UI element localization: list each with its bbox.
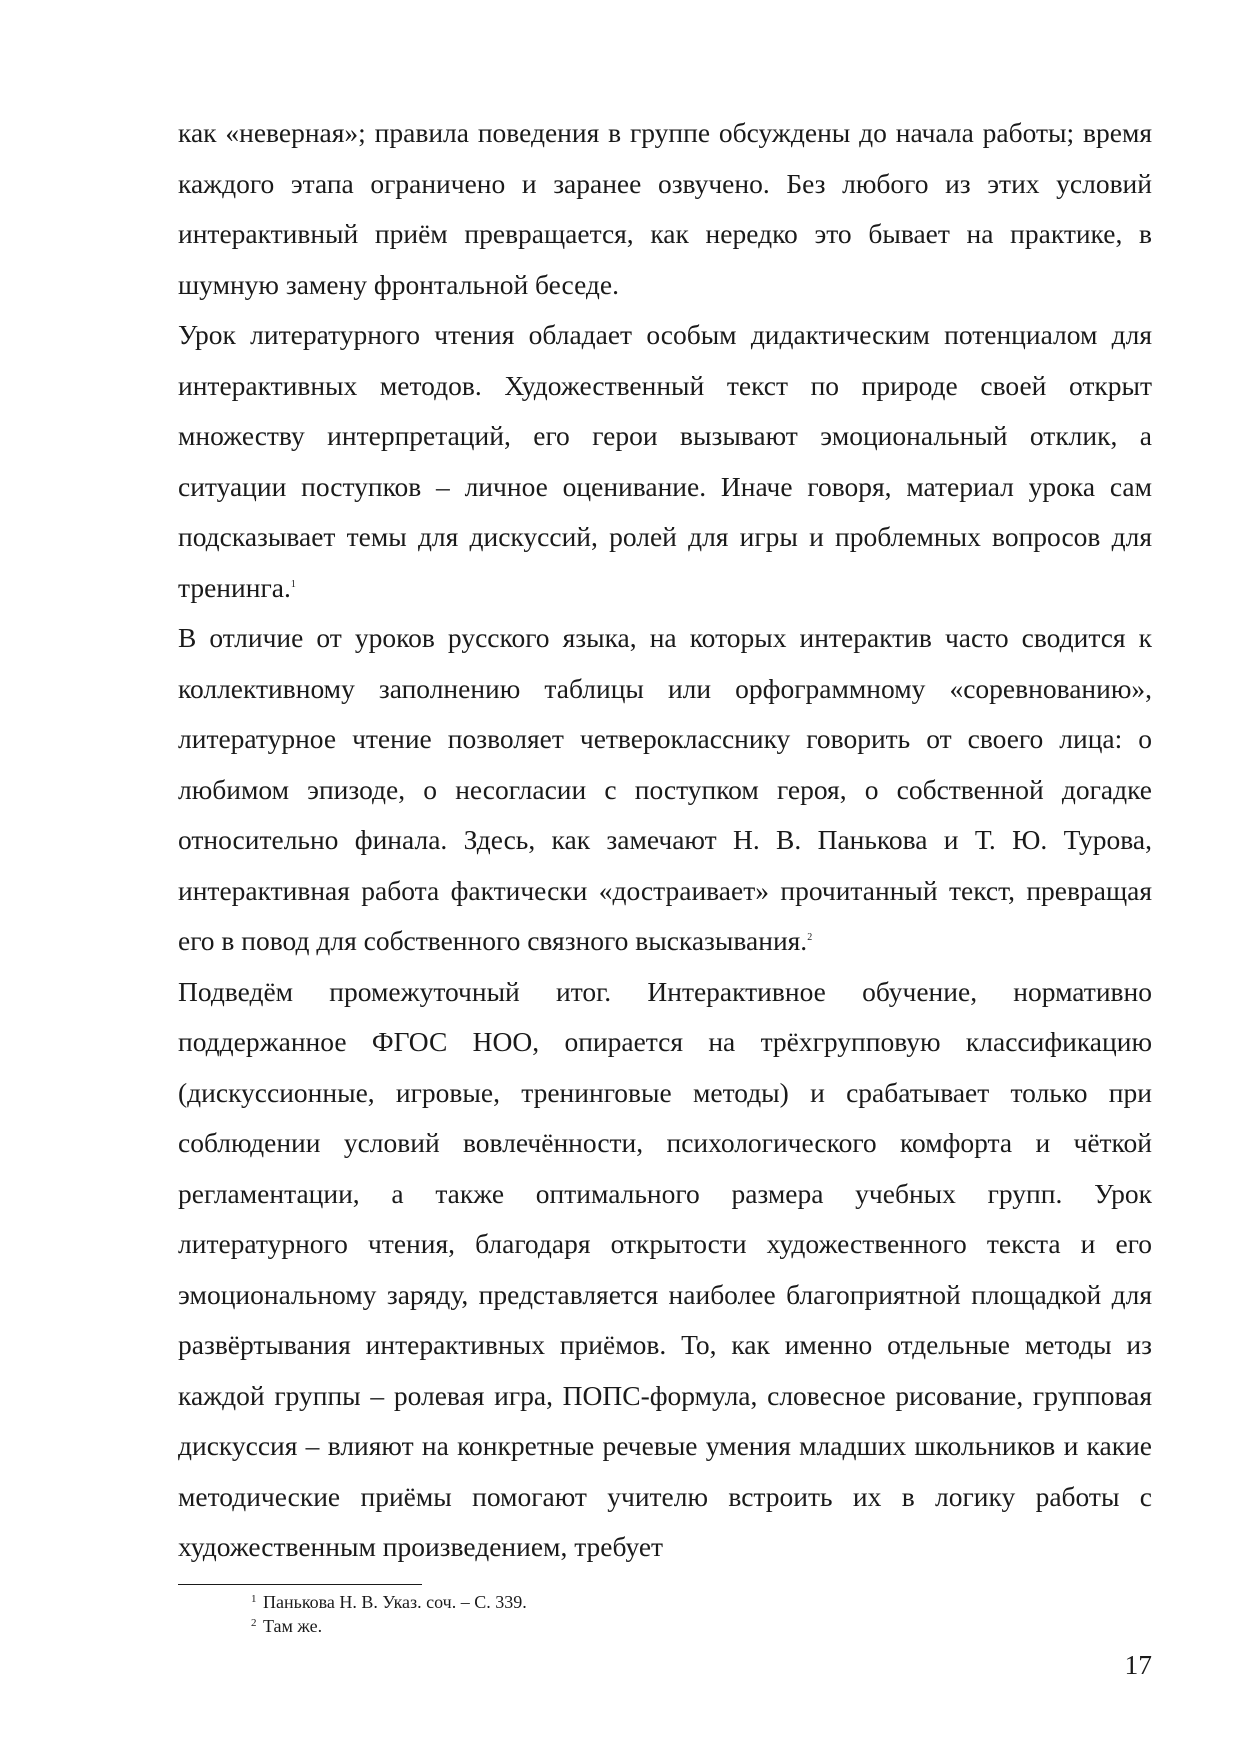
page-number: 17 — [1124, 1649, 1152, 1680]
footnote-text: Там же. — [263, 1616, 323, 1636]
footnote-text: Панькова Н. В. Указ. соч. – С. 339. — [263, 1592, 527, 1612]
footnote — [251, 1590, 1151, 1614]
footnote-number: 2 — [251, 1617, 257, 1629]
paragraph-text: как «неверная»; правила поведения в группе обсуждены до начала работы; время каждого этапа ограничено и заранее озвучено. Без любого из этих условий интерактивный приём превращается, как нередко это бывает на практике, в шумную замену фронтальной беседе. — [178, 117, 1152, 300]
footnotes — [251, 1590, 1151, 1638]
paragraph — [178, 613, 1152, 967]
footnote-number: 1 — [251, 1593, 257, 1605]
paragraph-text: В отличие от уроков русского языка, на которых интерактив часто сводится к коллективному заполнению таблицы или орфограммному «соревнованию», литературное чтение позволяет четверокласснику говорить от своего лица: о любимом эпизоде, о несогласии с поступком героя, о собственной догадке относительно финала. Здесь, как замечают Н. В. Панькова и Т. Ю. Турова, интерактивная работа фактически «достраивает» прочитанный текст, превращая его в повод для собственного связного высказывания. — [178, 622, 1152, 956]
footnote — [251, 1614, 1151, 1638]
paragraph — [178, 310, 1152, 613]
footnote-separator — [178, 1584, 422, 1585]
paragraph-text: Подведём промежуточный итог. Интерактивное обучение, нормативно поддержанное ФГОС НОО, опирается на трёхгрупповую классификацию (дискуссионные, игровые, тренинговые методы) и срабатывает только при соблюдении условий вовлечённости, психологического комфорта и чёткой регламентации, а также оптимального размера учебных групп. Урок литературного чтения, благодаря открытости художественного текста и его эмоциональному заряду, представляется наиболее благоприятной площадкой для развёртывания интерактивных приёмов. То, как именно отдельные методы из каждой группы – ролевая игра, ПОПС-формула, словесное рисование, групповая дискуссия – влияют на конкретные речевые умения младших школьников и какие методические приёмы помогают учителю встроить их в логику работы с художественным произведением, требует — [178, 975, 1152, 1562]
paragraph — [178, 108, 1152, 310]
paragraph — [178, 967, 1152, 1573]
footnote-reference[interactable]: 1 — [290, 578, 296, 590]
paragraph-text: Урок литературного чтения обладает особым дидактическим потенциалом для интерактивных методов. Художественный текст по природе своей открыт множеству интерпретаций, его герои вызывают эмоциональный отклик, а ситуации поступков – личное оценивание. Иначе говоря, материал урока сам подсказывает темы для дискуссий, ролей для игры и проблемных вопросов для тренинга. — [178, 319, 1152, 603]
footnote-reference[interactable]: 2 — [807, 932, 813, 943]
body-text — [178, 108, 1152, 1573]
